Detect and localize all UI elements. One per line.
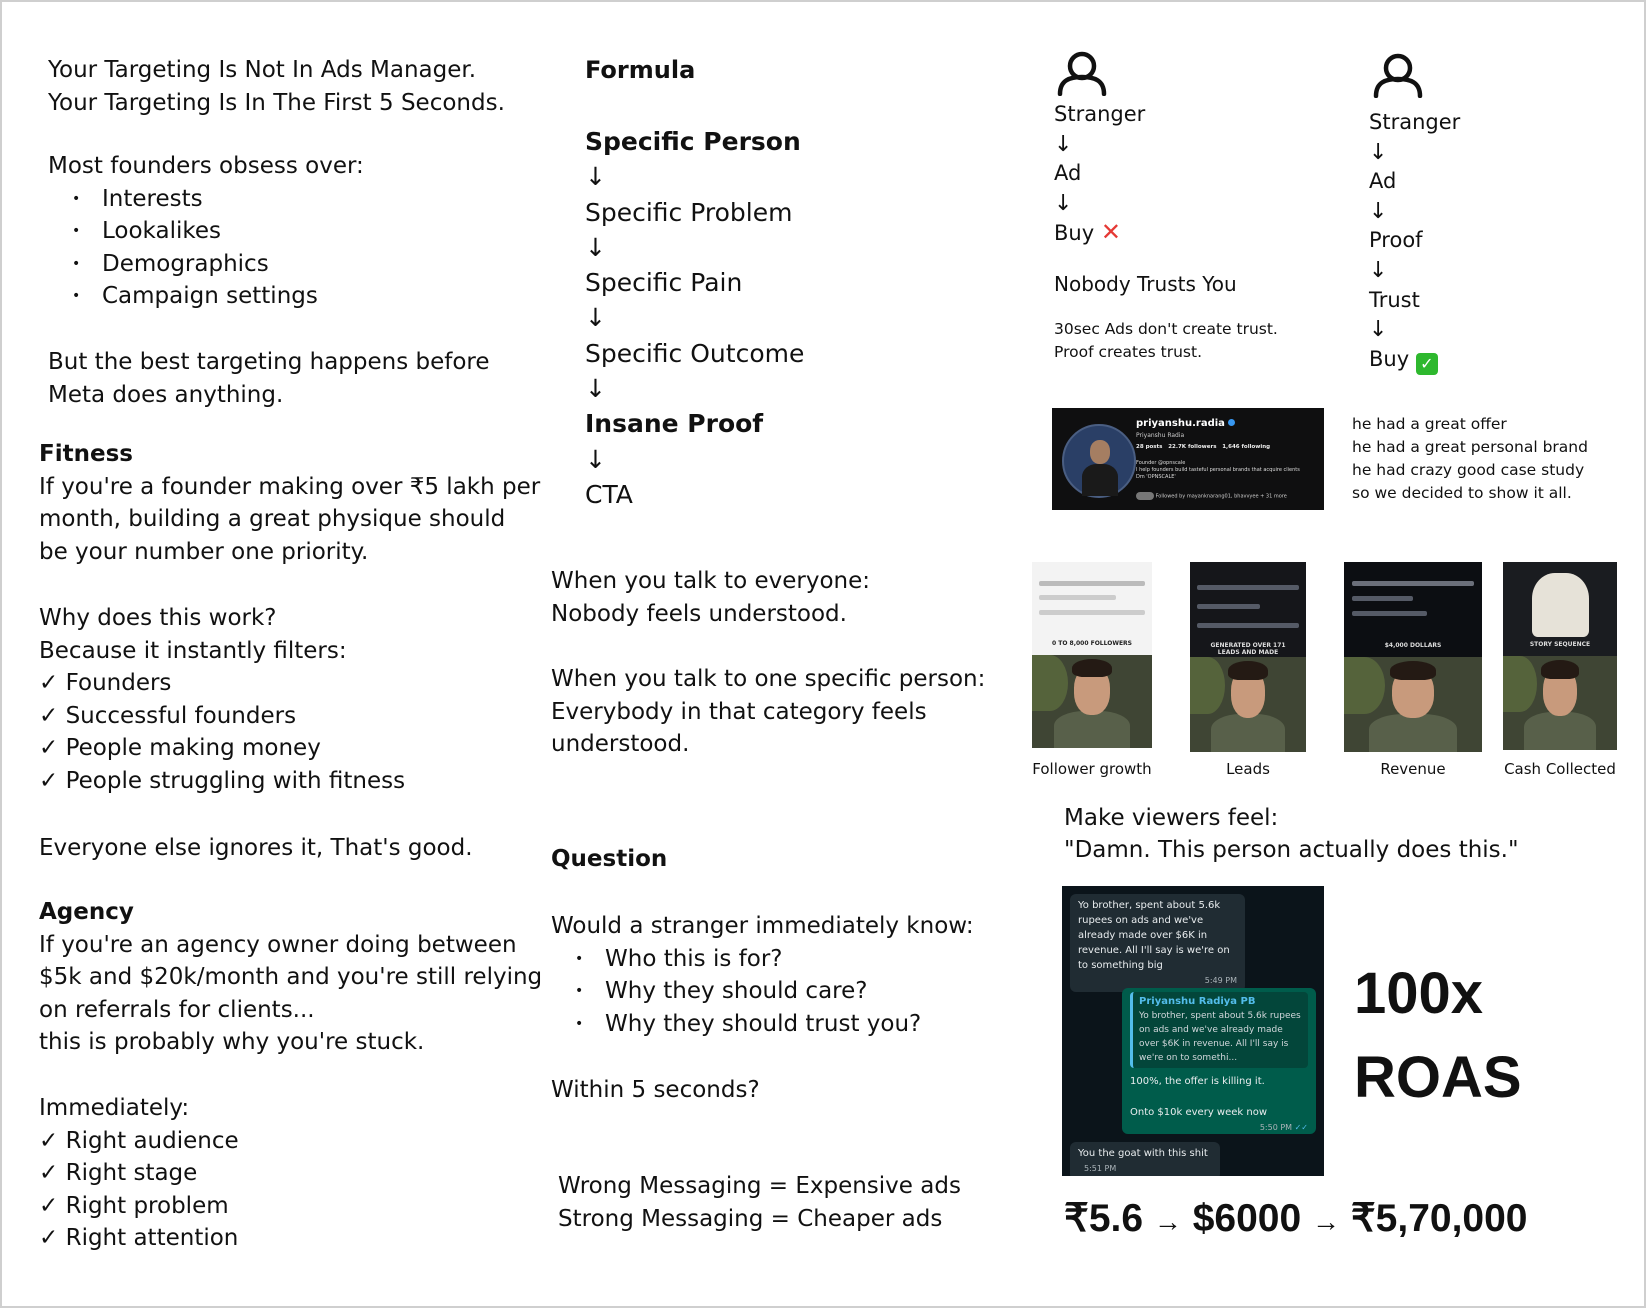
list-item: • Interests [48,183,364,216]
intro-line: Your Targeting Is Not In Ads Manager. [48,57,477,83]
thumbnail-caption: Leads [1226,760,1270,778]
chat-reply [1122,988,1316,1134]
messaging-text [558,1170,961,1235]
thumbnail-tag: GENERATED OVER 171 LEADS AND MADE [1210,641,1286,656]
chat-message [1070,894,1245,992]
flow-step: Buy [1369,346,1410,371]
money-spent: ₹5.6 [1064,1197,1144,1240]
text-line: Wrong Messaging = Expensive ads [558,1173,961,1199]
thumbnail-tag: STORY SEQUENCE [1529,640,1591,648]
down-arrow-icon: ↓ [585,232,606,262]
quote-name: Priyanshu Radiya PB [1139,996,1256,1007]
right-arrow-icon: → [1153,1206,1182,1237]
text-line: Everybody in that category feels [551,698,927,725]
green-check-icon: ✓ [1416,353,1438,375]
formula-step: Specific Outcome [585,338,805,368]
formula-step: CTA [585,479,633,509]
verified-icon [1228,419,1235,426]
formula-flow [585,124,804,512]
check-item: ✓ Founders [39,670,172,696]
profile-name: Priyanshu Radia [1136,432,1185,439]
text-line: Why does this work? [39,605,277,631]
followed-text: Followed by mayanknarang01, bhavvyee + 31 more [1155,493,1287,500]
flow-step: Stranger [1369,110,1461,134]
flow-step-row [1369,345,1460,375]
down-arrow-icon: ↓ [1369,317,1388,343]
right-arrow-icon: → [1312,1206,1341,1237]
fitness-section [39,438,540,568]
roas-number: 100x [1354,961,1484,1026]
best-targeting-text [48,346,490,411]
text-line: Strong Messaging = Cheaper ads [558,1205,943,1232]
text-line: he had a great offer [1352,415,1507,433]
text-line: When you talk to everyone: [551,568,870,594]
flow-step: Trust [1369,287,1420,312]
flow-step: Proof [1369,228,1423,253]
text-line: so we decided to show it all. [1352,484,1572,502]
message-text: Yo brother, spent about 5.6k rupees on ads and we've already made over $6K in revenue. All I'll say is we're on to something big [1078,900,1230,971]
proof-thumbnail [1503,562,1617,750]
check-item: ✓ Right problem [39,1192,229,1219]
thumbnail-caption: Follower growth [1032,760,1152,778]
bio-line: Dm 'OPNSCALE' [1136,474,1176,480]
down-arrow-icon: ↓ [585,444,606,474]
intro-text [48,54,505,119]
question-title: Question [551,846,668,872]
everyone-ignores-text: Everyone else ignores it, That's good. [39,835,473,861]
thumbnail-tag: 0 TO 8,000 FOLLOWERS [1051,640,1132,648]
viewers-text [1064,802,1519,866]
text-line: But the best targeting happens before [48,349,490,375]
agency-title: Agency [39,899,134,925]
offer-text [1352,413,1588,505]
nobody-trusts-text: Nobody Trusts You [1054,272,1237,296]
intro-line: Your Targeting Is In The First 5 Seconds. [48,89,505,116]
within-text: Within 5 seconds? [551,1077,760,1103]
agency-section [39,896,542,1059]
text-line: understood. [551,731,690,757]
down-arrow-icon: ↓ [1369,139,1388,165]
text-line: he had a great personal brand [1352,438,1588,456]
avatar [1062,424,1136,498]
double-check-icon: ✓✓ [1294,1123,1308,1132]
flow-step: Ad [1369,169,1397,194]
talk-everyone-text [551,565,870,630]
formula-step: Specific Pain [585,268,743,298]
list-item: • Why they should care? [551,975,974,1008]
formula-step: Insane Proof [585,409,764,439]
message-time: 5:50 PM [1259,1123,1293,1132]
flow-left [1054,100,1145,249]
text-line: Nobody feels understood. [551,600,847,627]
reply-text: 100%, the offer is killing it. [1130,1076,1265,1087]
text-line: be your number one priority. [39,538,369,565]
proof-thumbnail [1344,562,1482,752]
bio-line: I help founders build tasteful personal brands that acquire clients [1136,467,1300,473]
text-line: Because it instantly filters: [39,637,347,664]
down-arrow-icon: ↓ [585,162,606,192]
text-line: on referrals for clients... [39,996,315,1023]
obsess-list [48,183,364,313]
text-line: he had crazy good case study [1352,461,1585,479]
down-arrow-icon: ↓ [1054,131,1073,157]
list-item: • Why they should trust you? [551,1008,974,1041]
quote-text: Yo brother, spent about 5.6k rupees on ads and we've already made over $6K in revenue. All I'll say is we're on to somethi... [1139,1011,1301,1063]
handle-text: priyanshu.radia [1136,418,1225,429]
question-section [551,910,974,1040]
text-line: Meta does anything. [48,381,284,408]
check-item: ✓ People making money [39,735,321,761]
profile-followed [1136,492,1320,500]
text-line: When you talk to one specific person: [551,666,986,692]
profile-handle [1136,418,1235,429]
person-icon [1056,50,1108,96]
profile-stats: 28 posts 22.7K followers 1,646 following [1136,444,1271,450]
text-line: 30sec Ads don't create trust. [1054,320,1278,338]
list-item: • Lookalikes [48,215,364,248]
text-line: Proof creates trust. [1054,343,1203,361]
check-item: ✓ Right attention [39,1225,239,1251]
flow-step: Buy [1054,221,1095,245]
fitness-title: Fitness [39,441,133,467]
roas-headline [1354,952,1522,1120]
check-item: ✓ Successful founders [39,702,297,729]
profile-bio [1136,460,1321,481]
person-icon [1372,52,1424,98]
check-item: ✓ Right audience [39,1127,239,1154]
list-item: • Campaign settings [48,280,364,313]
flow-step-row [1054,218,1145,249]
money-flow [1064,1196,1527,1241]
red-x-icon: ✕ [1100,218,1121,246]
text-line: month, building a great physique should [39,506,506,532]
roas-label: ROAS [1354,1045,1522,1110]
flow-step: Stranger [1054,102,1146,126]
down-arrow-icon: ↓ [1369,198,1388,224]
formula-step: Specific Problem [585,197,793,227]
money-revenue-usd: $6000 [1192,1197,1302,1240]
thumbnail-caption: Cash Collected [1504,760,1616,778]
profile-screenshot [1052,408,1324,510]
money-revenue-inr: ₹5,70,000 [1350,1197,1528,1240]
proof-thumbnail [1190,562,1306,752]
message-time: 5:49 PM [1204,976,1237,985]
chat-screenshot [1062,886,1324,1176]
text-line: Make viewers feel: [1064,805,1279,831]
message-text: You the goat with this shit [1078,1148,1208,1159]
text-line: If you're an agency owner doing between [39,931,517,958]
list-item: • Who this is for? [551,943,974,976]
down-arrow-icon: ↓ [1369,257,1388,283]
bio-line: Founder @opnscale [1136,460,1186,466]
obsess-section [48,150,364,313]
thumbnail-tag: $4,000 DOLLARS [1384,641,1442,649]
obsess-heading: Most founders obsess over: [48,153,364,179]
follower-avatars [1136,492,1154,500]
reply-text: Onto $10k every week now [1130,1107,1268,1118]
quoted-message [1130,992,1308,1068]
text-line: If you're a founder making over ₹5 lakh per [39,473,541,500]
text-line: $5k and $20k/month and you're still relying [39,964,543,990]
down-arrow-icon: ↓ [585,303,606,333]
flow-step: Ad [1054,161,1082,185]
immediately-section [39,1092,239,1255]
down-arrow-icon: ↓ [1054,190,1073,216]
proof-thumbnail [1032,562,1152,748]
why-section [39,602,405,797]
flow-right [1369,108,1460,375]
text-line: Immediately: [39,1095,190,1121]
formula-title: Formula [585,56,696,84]
text-line: "Damn. This person actually does this." [1064,837,1519,863]
question-list [551,943,974,1041]
thumbnail-caption: Revenue [1380,760,1446,778]
reply-time-row [1130,1120,1308,1135]
text-line: this is probably why you're stuck. [39,1029,425,1055]
question-lead: Would a stranger immediately know: [551,913,974,939]
talk-specific-text [551,663,985,761]
chat-message [1070,1142,1220,1176]
trust-note [1054,318,1278,364]
formula-step: Specific Person [585,127,801,156]
message-time: 5:51 PM [1084,1164,1117,1173]
check-item: ✓ People struggling with fitness [39,767,406,794]
list-item: • Demographics [48,248,364,281]
check-item: ✓ Right stage [39,1160,198,1186]
down-arrow-icon: ↓ [585,374,606,404]
